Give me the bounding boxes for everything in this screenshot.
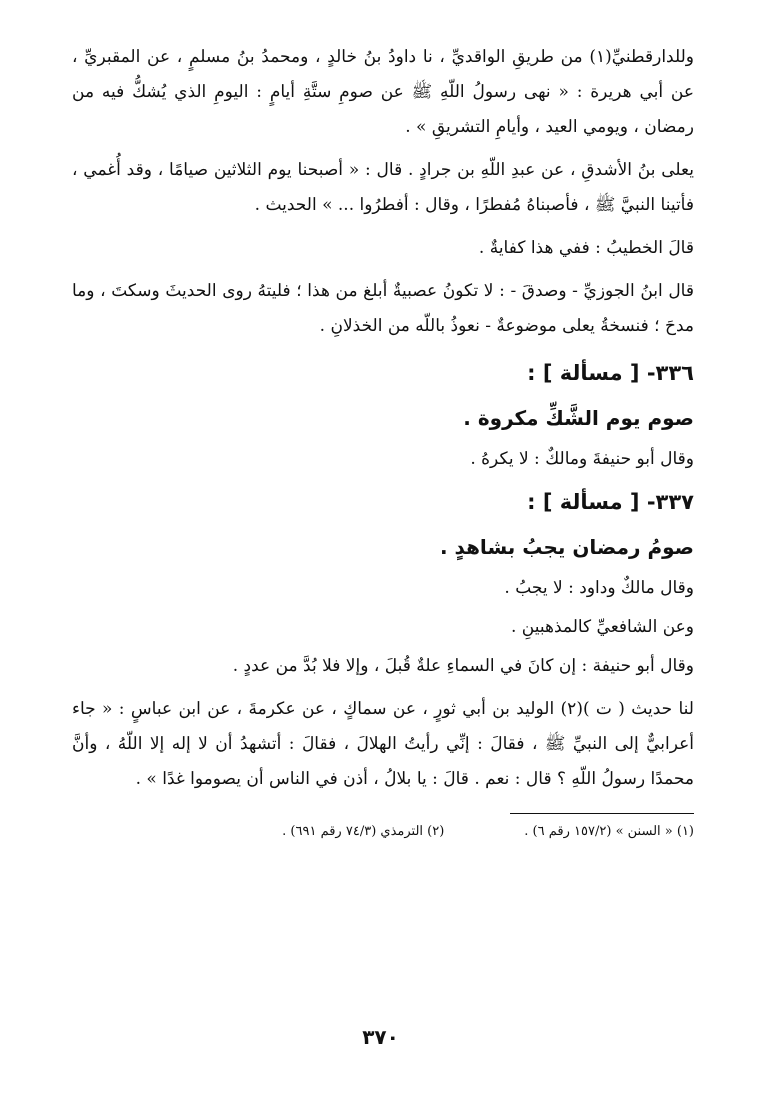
paragraph-malik-dawud: وقال مالكٌ وداود : لا يجبُ . (504, 578, 694, 598)
paragraph-ibn-jawzi: قال ابنُ الجوزيِّ - وصدقَ - : لا تكونُ عصبيةٌ أبلغ من هذا ؛ فليتهُ روى الحديثَ وسكتَ ، وما مدحَ ؛ فنسخةُ يعلى موضوعةٌ - نعوذُ باللّه من الخذلانِ . (72, 281, 694, 336)
paragraph-abu-hanifa-malik: وقال أبو حنيفةَ ومالكٌ : لا يكرهُ . (470, 449, 694, 469)
section-title-336: صوم يوم الشَّكِّ مكروة . (463, 406, 694, 430)
paragraph-hadith-ibn-abbas: لنا حديث ( ت )(٢) الوليد بن أبي ثورٍ ، عن سماكٍ ، عن عكرمةَ ، عن ابن عباسٍ : « جاء أعرابيٌّ إلى النبيِّ ﷺ ، فقالَ : إنِّي رأيتُ الهلالَ ، فقالَ : أتشهدُ أن لا إله إلا اللّهُ ، وأنَّ محمدًا رسولُ اللّهِ ؟ قال : نعم . قالَ : يا بلالُ ، أذن في الناس أن يصوموا غدًا » . (72, 699, 694, 789)
paragraph-abu-hanifa: وقال أبو حنيفة : إن كانَ في السماءِ علةٌ قُبلَ ، وإلا فلا بُدَّ من عددٍ . (232, 656, 694, 676)
paragraph-shafii: وعن الشافعيِّ كالمذهبينِ . (510, 617, 694, 637)
paragraph-daraqutni: وللدارقطنيِّ(١) من طريقِ الواقديِّ ، نا داودُ بنُ خالدٍ ، ومحمدُ بنُ مسلمٍ ، عن المقبريِّ ، عن أبي هريرة : « نهى رسولُ اللّهِ ﷺ عن صومِ ستَّةِ أيامٍ : اليومِ الذي يُشكُّ فيه من رمضان ، ويومي العيد ، وأيامِ التشريقِ » . (72, 47, 694, 137)
page-number: ٣٧٠ (362, 1025, 399, 1049)
footnote-1: (١) « السنن » (١٥٧/٢ رقم ٦) . (524, 824, 694, 839)
footnote-2: (٢) الترمذي (٧٤/٣ رقم ٦٩١) . (282, 824, 445, 839)
paragraph-khatib: قالَ الخطيبُ : ففي هذا كفايةٌ . (478, 238, 694, 258)
paragraph-yala: يعلى بنُ الأشدقِ ، عن عبدِ اللّهِ بن جرادٍ . قال : « أصبحنا يوم الثلاثين صيامًا ، وقد أُغمي ، فأتينا النبيَّ ﷺ ، فأصبناهُ مُفطرًا ، وقال : أفطرُوا ... » الحديث . (72, 160, 694, 215)
section-title-337: صومُ رمضان يجبُ بشاهدٍ . (439, 535, 694, 559)
section-heading-336: ٣٣٦- [ مسألة ] : (527, 361, 694, 385)
footnotes (72, 822, 694, 842)
footnote-divider (510, 813, 694, 814)
page-body (72, 40, 694, 842)
section-heading-337: ٣٣٧- [ مسألة ] : (527, 490, 694, 514)
